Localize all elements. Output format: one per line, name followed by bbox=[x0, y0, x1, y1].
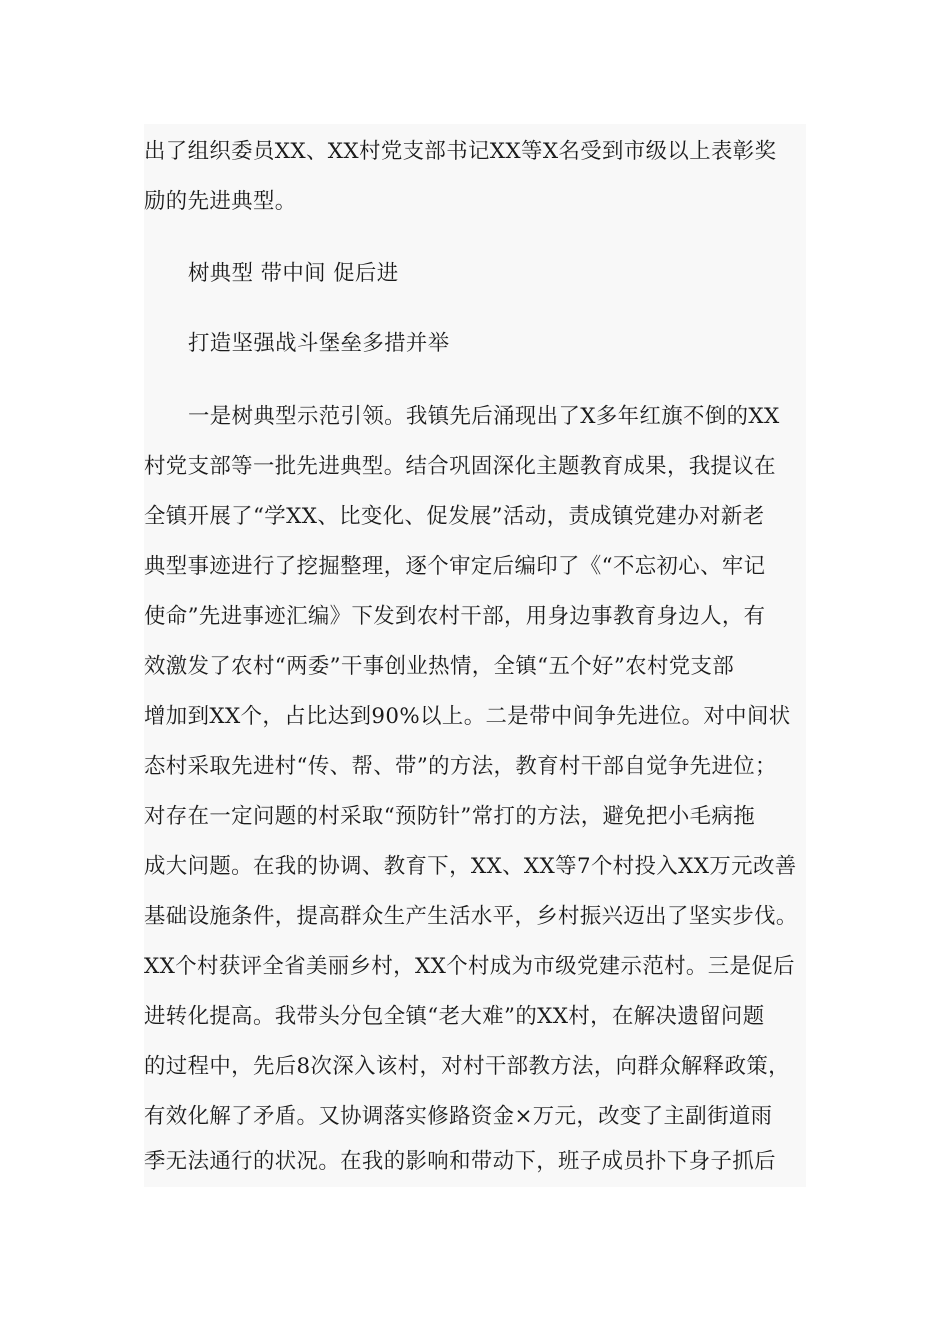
text-line-17: 有效化解了矛盾。又协调落实修路资金×万元，改变了主副街道雨 bbox=[144, 1104, 773, 1129]
section-heading-1: 树典型 带中间 促后进 bbox=[188, 261, 399, 286]
text-line-11: 对存在一定问题的村采取“预防针”常打的方法，避免把小毛病拖 bbox=[144, 804, 756, 829]
text-line-2: 励的先进典型。 bbox=[144, 189, 297, 214]
text-line-10: 态村采取先进村“传、帮、带”的方法，教育村干部自觉争先进位； bbox=[144, 754, 777, 779]
text-line-18: 季无法通行的状况。在我的影响和带动下，班子成员扑下身子抓后 bbox=[144, 1149, 776, 1174]
text-line-16: 的过程中，先后8次深入该村，对村干部教方法，向群众解释政策， bbox=[144, 1054, 790, 1079]
text-line-4: 村党支部等一批先进典型。结合巩固深化主题教育成果，我提议在 bbox=[144, 454, 776, 479]
text-line-1: 出了组织委员XX、XX村党支部书记XX等X名受到市级以上表彰奖 bbox=[144, 139, 777, 164]
text-line-7: 使命”先进事迹汇编》下发到农村干部，用身边事教育身边人，有 bbox=[144, 604, 766, 629]
text-line-5: 全镇开展了“学XX、比变化、促发展”活动，责成镇党建办对新老 bbox=[144, 504, 765, 529]
text-line-14: XX个村获评全省美丽乡村，XX个村成为市级党建示范村。三是促后 bbox=[144, 954, 795, 979]
text-line-3: 一是树典型示范引领。我镇先后涌现出了X多年红旗不倒的XX bbox=[188, 404, 780, 429]
text-line-15: 进转化提高。我带头分包全镇“老大难”的XX村，在解决遗留问题 bbox=[144, 1004, 765, 1029]
text-line-8: 效激发了农村“两委”干事创业热情，全镇“五个好”农村党支部 bbox=[144, 654, 735, 679]
text-line-12: 成大问题。在我的协调、教育下，XX、XX等7个村投入XX万元改善 bbox=[144, 854, 797, 879]
document-text-block bbox=[144, 124, 806, 1187]
text-line-6: 典型事迹进行了挖掘整理，逐个审定后编印了《“不忘初心、牢记 bbox=[144, 554, 766, 579]
text-line-9: 增加到XX个，占比达到90%以上。二是带中间争先进位。对中间状 bbox=[144, 704, 791, 729]
text-line-13: 基础设施条件，提高群众生产生活水平，乡村振兴迈出了坚实步伐。 bbox=[144, 904, 798, 929]
section-heading-2: 打造坚强战斗堡垒多措并举 bbox=[188, 331, 450, 356]
